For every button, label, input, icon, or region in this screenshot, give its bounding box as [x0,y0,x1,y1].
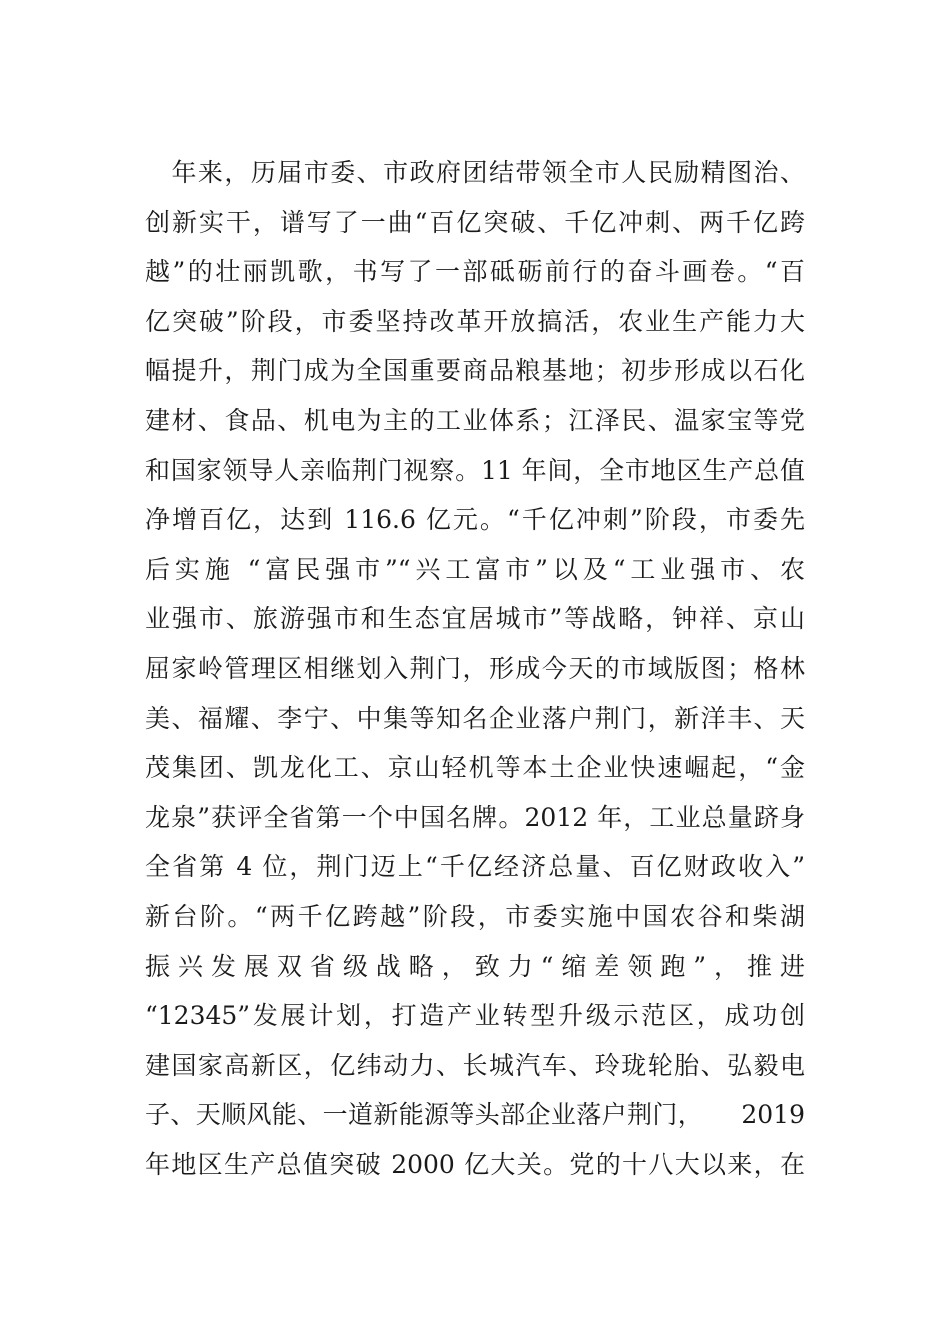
text-line: 和国家领导人亲临荆门视察。11 年间，全市地区生产总值 [145,455,805,485]
text-line: 越”的壮丽凯歌，书写了一部砥砺前行的奋斗画卷。“百 [145,257,805,287]
text-line: 亿突破”阶段，市委坚持改革开放搞活，农业生产能力大 [145,306,805,336]
text-line: 创新实干，谱写了一曲“百亿突破、千亿冲刺、两千亿跨 [145,207,805,237]
text-line: “12345”发展计划，打造产业转型升级示范区，成功创 [145,1001,805,1031]
text-line: 建国家高新区，亿纬动力、长城汽车、玲珑轮胎、弘毅电 [145,1050,805,1080]
text-line: 净增百亿，达到 116.6 亿元。“千亿冲刺”阶段，市委先 [145,505,805,535]
text-line: 振 兴 发 展 双 省 级 战 略 ， 致 力 “ 缩 差 领 跑 ” ， 推 进 [145,951,805,981]
text-line: 龙泉”获评全省第一个中国名牌。2012 年，工业总量跻身 [145,802,805,832]
text-line: 屈家岭管理区相继划入荆门，形成今天的市域版图；格林 [145,653,805,683]
text-line: 建材、食品、机电为主的工业体系；江泽民、温家宝等党 [145,405,805,435]
text-line: 美、福耀、李宁、中集等知名企业落户荆门，新洋丰、天 [145,703,805,733]
text-line: 年地区生产总值突破 2000 亿大关。党的十八大以来，在 [145,1149,805,1179]
text-line: 新台阶。“两千亿跨越”阶段，市委实施中国农谷和柴湖 [145,901,805,931]
body-paragraph [145,148,805,1189]
text-line: 茂集团、凯龙化工、京山轻机等本土企业快速崛起，“金 [145,753,805,783]
text-line: 年来，历届市委、市政府团结带领全市人民励精图治、 [145,158,805,187]
text-line: 业强市、旅游强市和生态宜居城市”等战略，钟祥、京山 [145,604,805,634]
text-line: 子、天顺风能、一道新能源等头部企业落户荆门， 2019 [145,1100,805,1130]
text-line: 全省第 4 位，荆门迈上“千亿经济总量、百亿财政收入” [145,852,805,882]
text-line: 后实施 “富民强市”“兴工富市”以及“工业强市、农 [145,554,805,584]
text-line: 幅提升，荆门成为全国重要商品粮基地；初步形成以石化 [145,356,805,386]
